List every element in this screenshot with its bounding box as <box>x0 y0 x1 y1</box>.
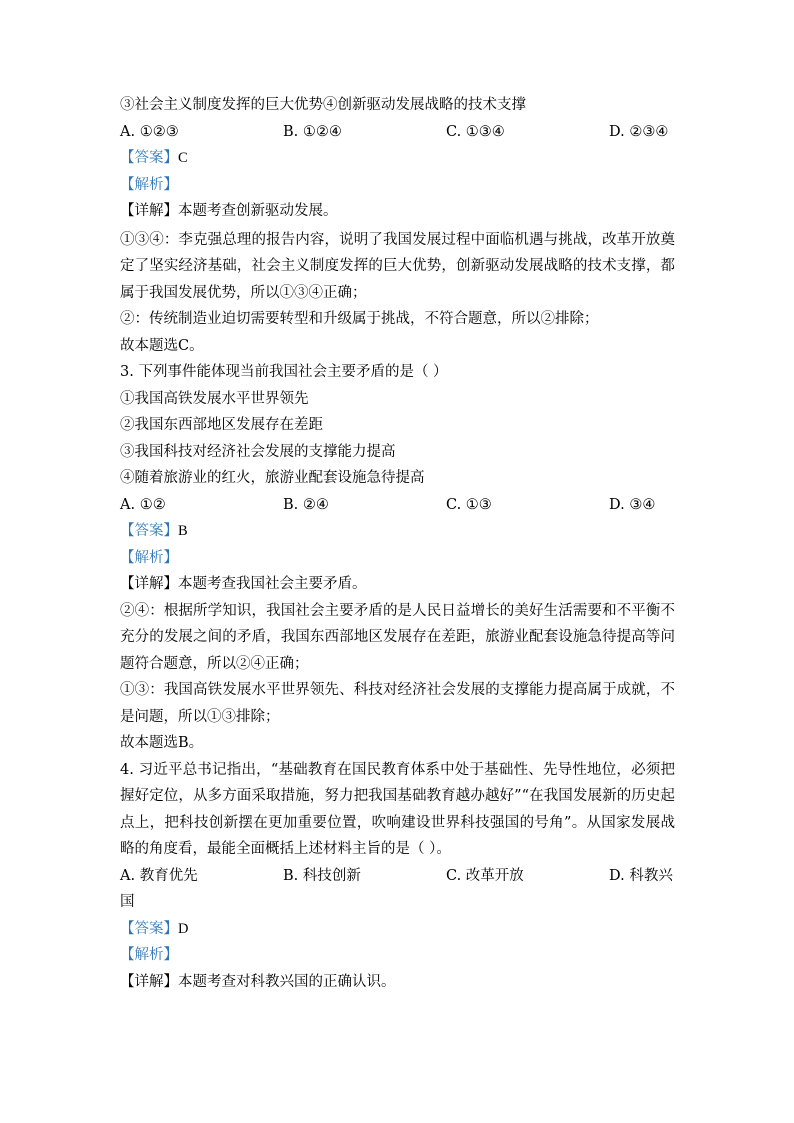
q3-item-2: ②我国东西部地区发展存在差距 <box>120 417 323 433</box>
q2-item-3-4: ③社会主义制度发挥的巨大优势④创新驱动发展战略的技术支撑 <box>120 97 526 113</box>
q3-item-1: ①我国高铁发展水平世界领先 <box>120 390 309 407</box>
q3-answer <box>120 518 680 545</box>
q2-answer <box>120 145 680 172</box>
q2-detail <box>120 198 680 225</box>
q4-options <box>120 863 680 890</box>
answer-tag: 【答案】 <box>120 920 178 937</box>
q4-option-b: B. 科技创新 <box>283 867 361 884</box>
q2-option-b: B. ①②④ <box>283 123 342 140</box>
answer-tag: 【答案】 <box>120 150 178 166</box>
q2-option-c: C. ①③④ <box>446 123 505 140</box>
analysis-tag: 【解析】 <box>120 947 178 963</box>
answer-value: B <box>178 523 188 539</box>
q2-analysis-tag <box>120 172 680 199</box>
q3-option-d: D. ③④ <box>609 496 656 513</box>
detail-text: 本题考查创新驱动发展。 <box>178 203 338 219</box>
q3-explanation-2: ①③：我国高铁发展水平世界领先、科技对经济社会发展的支撑能力提高属于成就，不是问题，所以①③排除； <box>120 682 675 725</box>
detail-text: 本题考查对科教兴国的正确认识。 <box>178 973 396 990</box>
q3-options <box>120 492 680 519</box>
q4-option-a: A. 教育优先 <box>120 867 198 884</box>
q2-explanation-2: ②：传统制造业迫切需要转型和升级属于挑战，不符合题意，所以②排除； <box>120 311 599 327</box>
q2-option-d: D. ②③④ <box>609 123 669 140</box>
detail-text: 本题考查我国社会主要矛盾。 <box>178 576 367 592</box>
q3-item-3: ③我国科技对经济社会发展的支撑能力提高 <box>120 443 396 460</box>
q3-option-a: A. ①② <box>120 496 166 513</box>
q2-option-a: A. ①②③ <box>120 123 179 140</box>
detail-tag: 【详解】 <box>120 203 178 219</box>
detail-tag: 【详解】 <box>120 973 178 990</box>
detail-tag: 【详解】 <box>120 576 178 592</box>
q2-conclusion: 故本题选C。 <box>120 337 204 354</box>
q3-analysis-tag <box>120 545 680 572</box>
q4-option-d: D. 科教兴 <box>609 867 673 884</box>
answer-tag: 【答案】 <box>120 523 178 539</box>
q4-detail <box>120 969 680 996</box>
q4-answer <box>120 916 680 943</box>
q4-option-c: C. 改革开放 <box>446 867 524 884</box>
q3-detail <box>120 571 680 598</box>
answer-value: C <box>178 150 188 166</box>
q2-options <box>120 119 680 146</box>
q3-option-c: C. ①③ <box>446 496 492 513</box>
q3-explanation-1: ②④：根据所学知识，我国社会主要矛盾的是人民日益增长的美好生活需要和不平衡不充分的发展之间的矛盾，我国东西部地区发展存在差距，旅游业配套设施急待提高等问题符合题意，所以②④正确； <box>120 602 675 672</box>
analysis-tag: 【解析】 <box>120 176 178 193</box>
q4-option-d-wrap: 国 <box>120 894 135 910</box>
analysis-tag: 【解析】 <box>120 549 178 566</box>
q4-stem: 4. 习近平总书记指出，“基础教育在国民教育体系中处于基础性、先导性地位，必须把握好定位，从多方面采取措施，努力把我国基础教育越办越好”“在我国发展新的历史起点上，把科技创新摆在更加重要位置，吹响建设世界科技强国的号角”。从国家发展战略的角度看，最能全面概括上述材料主旨的是（ ）。 <box>120 761 675 857</box>
q3-conclusion: 故本题选B。 <box>120 735 204 751</box>
q4-analysis-tag <box>120 942 680 969</box>
q3-option-b: B. ②④ <box>283 496 329 513</box>
q2-explanation-1: ①③④：李克强总理的报告内容，说明了我国发展过程中面临机遇与挑战，改革开放奠定了坚实经济基础，社会主义制度发挥的巨大优势，创新驱动发展战略的技术支撑，都属于我国发展优势，所以①③④正确； <box>120 231 675 301</box>
document-page <box>120 92 680 995</box>
answer-value: D <box>178 920 189 937</box>
q3-stem: 3. 下列事件能体现当前我国社会主要矛盾的是（ ） <box>120 364 448 380</box>
q3-item-4: ④随着旅游业的红火，旅游业配套设施急待提高 <box>120 470 425 486</box>
